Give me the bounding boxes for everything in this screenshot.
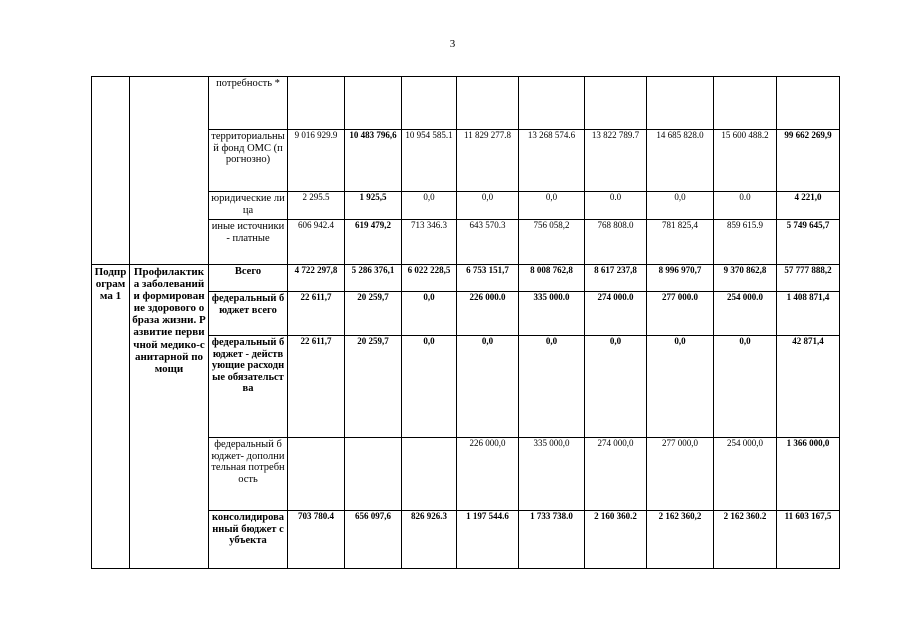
value-cell: 0,0 xyxy=(647,192,714,220)
value-cell: 14 685 828.0 xyxy=(647,130,714,192)
value-cell: 2 295.5 xyxy=(288,192,345,220)
value-cell: 0,0 xyxy=(647,336,714,438)
value-cell: 4 722 297,8 xyxy=(288,265,345,292)
funding-source: федеральный бюджет всего xyxy=(209,292,288,336)
value-cell: 2 162 360.2 xyxy=(714,511,777,569)
value-cell: 0,0 xyxy=(519,336,585,438)
value-cell: 0,0 xyxy=(457,336,519,438)
value-cell: 277 000,0 xyxy=(647,438,714,511)
value-cell: 2 160 360.2 xyxy=(585,511,647,569)
value-cell: 8 996 970,7 xyxy=(647,265,714,292)
value-cell xyxy=(345,77,402,130)
funding-source: федеральный бюджет- дополнительная потребность xyxy=(209,438,288,511)
funding-source: консолидированный бюджет субъекта xyxy=(209,511,288,569)
value-cell xyxy=(647,77,714,130)
subprogram-label: Подпрограмма 1 xyxy=(92,265,130,569)
value-cell: 274 000,0 xyxy=(585,438,647,511)
value-cell xyxy=(288,77,345,130)
value-cell: 20 259,7 xyxy=(345,336,402,438)
value-cell: 0,0 xyxy=(585,336,647,438)
value-cell: 826 926.3 xyxy=(402,511,457,569)
value-cell xyxy=(457,77,519,130)
value-cell: 5 286 376,1 xyxy=(345,265,402,292)
value-cell: 335 000.0 xyxy=(519,292,585,336)
table-row xyxy=(92,265,840,292)
value-cell: 99 662 269,9 xyxy=(777,130,840,192)
value-cell: 656 097,6 xyxy=(345,511,402,569)
value-cell: 1 733 738.0 xyxy=(519,511,585,569)
subprogram-name: Профилактика заболеваний и формирование здорового образа жизни. Развитие первичной медико-санитарной помощи xyxy=(130,265,209,569)
value-cell: 859 615.9 xyxy=(714,220,777,265)
value-cell: 756 058,2 xyxy=(519,220,585,265)
value-cell: 254 000.0 xyxy=(714,292,777,336)
page-number: 3 xyxy=(449,38,456,50)
value-cell: 713 346.3 xyxy=(402,220,457,265)
empty-name-cell xyxy=(130,77,209,265)
value-cell: 0,0 xyxy=(457,192,519,220)
value-cell: 13 268 574.6 xyxy=(519,130,585,192)
value-cell: 1 366 000,0 xyxy=(777,438,840,511)
value-cell: 1 197 544.6 xyxy=(457,511,519,569)
value-cell: 0,0 xyxy=(402,192,457,220)
value-cell: 226 000.0 xyxy=(457,292,519,336)
value-cell: 0,0 xyxy=(402,336,457,438)
value-cell: 6 022 228,5 xyxy=(402,265,457,292)
value-cell: 9 016 929.9 xyxy=(288,130,345,192)
value-cell: 8 008 762,8 xyxy=(519,265,585,292)
value-cell: 11 829 277.8 xyxy=(457,130,519,192)
value-cell: 226 000,0 xyxy=(457,438,519,511)
value-cell: 643 570.3 xyxy=(457,220,519,265)
value-cell: 15 600 488.2 xyxy=(714,130,777,192)
funding-source: потребность * xyxy=(209,77,288,130)
value-cell: 335 000,0 xyxy=(519,438,585,511)
value-cell: 254 000,0 xyxy=(714,438,777,511)
value-cell: 781 825,4 xyxy=(647,220,714,265)
value-cell: 5 749 645,7 xyxy=(777,220,840,265)
value-cell: 2 162 360,2 xyxy=(647,511,714,569)
value-cell xyxy=(288,438,345,511)
empty-program-cell xyxy=(92,77,130,265)
table-body xyxy=(92,77,840,569)
value-cell: 9 370 862,8 xyxy=(714,265,777,292)
funding-source: юридические лица xyxy=(209,192,288,220)
value-cell: 10 483 796,6 xyxy=(345,130,402,192)
funding-source: территориальный фонд ОМС (прогнозно) xyxy=(209,130,288,192)
value-cell: 20 259,7 xyxy=(345,292,402,336)
financing-table xyxy=(91,76,840,569)
value-cell: 42 871,4 xyxy=(777,336,840,438)
value-cell: 1 925,5 xyxy=(345,192,402,220)
value-cell: 6 753 151,7 xyxy=(457,265,519,292)
value-cell: 703 780.4 xyxy=(288,511,345,569)
funding-source: Всего xyxy=(209,265,288,292)
value-cell: 0.0 xyxy=(714,192,777,220)
value-cell xyxy=(777,77,840,130)
value-cell: 10 954 585.1 xyxy=(402,130,457,192)
value-cell xyxy=(519,77,585,130)
value-cell: 13 822 789.7 xyxy=(585,130,647,192)
value-cell: 277 000.0 xyxy=(647,292,714,336)
value-cell: 22 611,7 xyxy=(288,292,345,336)
funding-source: федеральный бюджет - действующие расходные обязательства xyxy=(209,336,288,438)
value-cell: 0,0 xyxy=(714,336,777,438)
table-row xyxy=(92,77,840,130)
value-cell: 0,0 xyxy=(519,192,585,220)
value-cell: 619 479,2 xyxy=(345,220,402,265)
funding-source: иные источники - платные xyxy=(209,220,288,265)
value-cell: 8 617 237,8 xyxy=(585,265,647,292)
value-cell xyxy=(402,77,457,130)
value-cell: 606 942.4 xyxy=(288,220,345,265)
value-cell: 274 000.0 xyxy=(585,292,647,336)
value-cell: 57 777 888,2 xyxy=(777,265,840,292)
value-cell: 0.0 xyxy=(585,192,647,220)
value-cell: 768 808.0 xyxy=(585,220,647,265)
value-cell xyxy=(714,77,777,130)
value-cell: 11 603 167,5 xyxy=(777,511,840,569)
value-cell: 1 408 871,4 xyxy=(777,292,840,336)
value-cell xyxy=(345,438,402,511)
value-cell: 4 221,0 xyxy=(777,192,840,220)
value-cell: 22 611,7 xyxy=(288,336,345,438)
value-cell xyxy=(585,77,647,130)
value-cell: 0,0 xyxy=(402,292,457,336)
value-cell xyxy=(402,438,457,511)
